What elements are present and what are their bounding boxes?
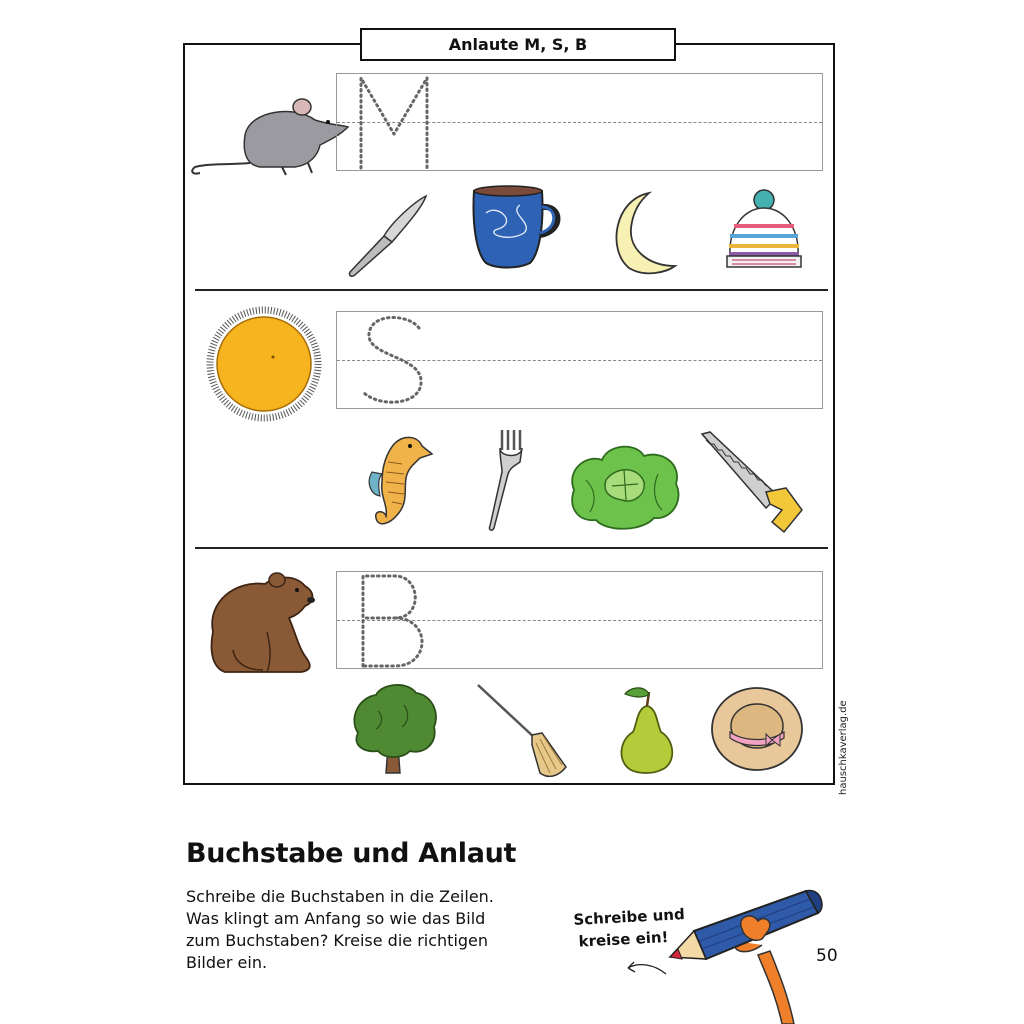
page-heading: Buchstabe und Anlaut (186, 838, 517, 869)
saw-icon[interactable] (698, 430, 806, 536)
row-divider (195, 289, 828, 291)
tree-icon[interactable] (348, 681, 440, 777)
writing-line-m[interactable] (336, 73, 823, 171)
sun-icon (205, 305, 323, 423)
page-number: 50 (816, 946, 838, 966)
tracing-letter-b-text: B (429, 664, 430, 665)
tracing-letter-s-text: S (429, 404, 430, 405)
hint-line: Schreibe und (573, 905, 686, 929)
curved-arrow-icon (622, 958, 670, 980)
mouse-icon (190, 95, 350, 180)
seahorse-icon[interactable] (364, 432, 436, 534)
lettuce-icon[interactable] (566, 440, 684, 530)
instruction-line: Bilder ein. (186, 953, 268, 972)
writing-line-b[interactable] (336, 571, 823, 669)
mug-icon[interactable] (468, 183, 566, 271)
tracing-letter-m (349, 74, 439, 170)
instruction-line: Was klingt am Anfang so wie das Bild (186, 909, 486, 928)
tracing-letter-b (349, 572, 439, 668)
hint-line: kreise ein! (578, 927, 669, 951)
tracing-letter-m-text: M (429, 166, 430, 167)
writing-line-s[interactable] (336, 311, 823, 409)
worksheet-title: Anlaute M, S, B (360, 28, 676, 61)
sunhat-icon[interactable] (708, 684, 806, 774)
hat-icon[interactable] (724, 188, 804, 270)
moon-icon[interactable] (609, 190, 679, 275)
instruction-line: zum Buchstaben? Kreise die richtigen (186, 931, 489, 950)
pencil-mascot-icon (666, 885, 826, 1024)
instructions (186, 886, 546, 974)
publisher-credit: hauschkaverlag.de (838, 700, 849, 795)
bear-icon (205, 572, 317, 676)
instruction-line: Schreibe die Buchstaben in die Zeilen. (186, 887, 494, 906)
pear-icon[interactable] (617, 684, 679, 774)
tracing-letter-s (349, 312, 439, 408)
fork-icon[interactable] (486, 426, 526, 534)
broom-icon[interactable] (474, 681, 568, 779)
knife-icon[interactable] (344, 192, 430, 280)
row-divider (195, 547, 828, 549)
